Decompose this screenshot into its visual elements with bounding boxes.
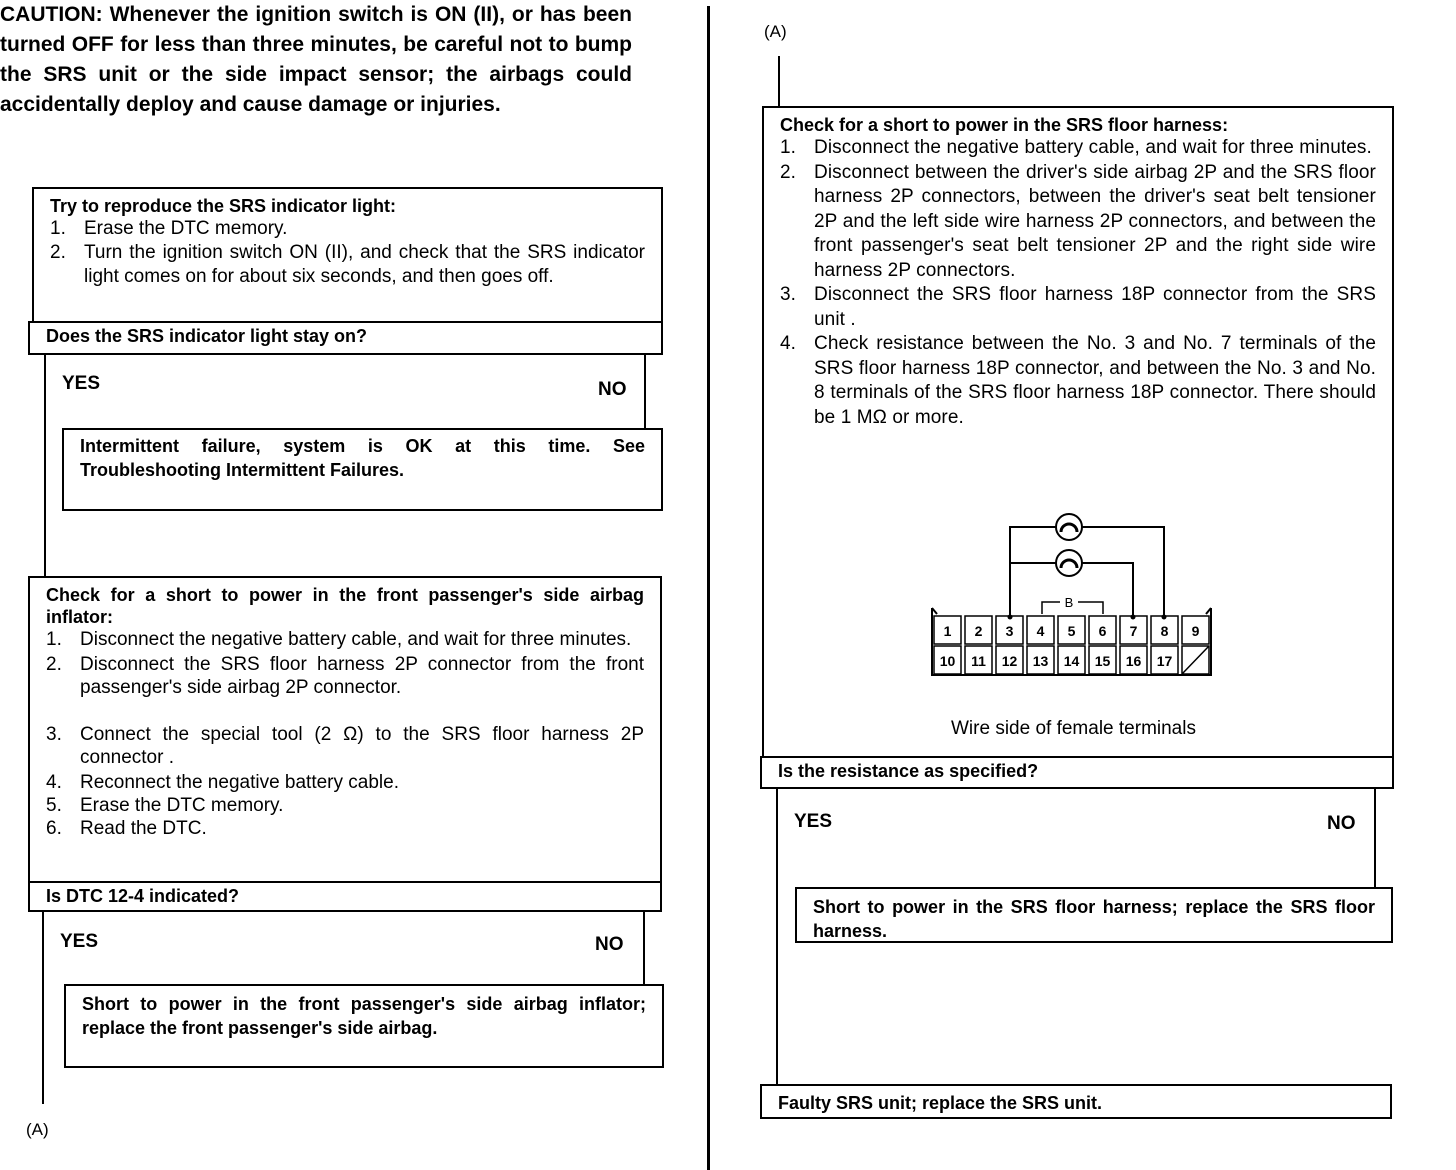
bracket-b-label: B bbox=[1064, 595, 1074, 610]
floor-harness-steps bbox=[780, 136, 1376, 430]
dtc-question: Is DTC 12-4 indicated? bbox=[28, 881, 662, 912]
list-item: 3. Connect the special tool (2 Ω) to the SRS floor harness 2P connector . bbox=[46, 724, 644, 768]
continue-marker-a: (A) bbox=[26, 1120, 49, 1139]
indicator-question: Does the SRS indicator light stay on? bbox=[28, 321, 663, 355]
terminal-number: 14 bbox=[1063, 653, 1080, 669]
list-item: 2. Disconnect between the driver's side airbag 2P and the SRS floor harness 2P connectors, between the driver's seat belt tensioner 2P and the left side wire harness 2P connectors, and between the front passenger's seat belt tensioner 2P and the right side wire harness 2P connectors. bbox=[780, 161, 1376, 281]
front-passenger-heading: Check for a short to power in the front passenger's side airbag inflator: bbox=[46, 585, 644, 627]
list-item: 1. Disconnect the negative battery cable, and wait for three minutes. bbox=[46, 629, 632, 650]
no-connector bbox=[644, 354, 646, 430]
list-item: 6. Read the DTC. bbox=[46, 818, 207, 839]
list-item: 4. Reconnect the negative battery cable. bbox=[46, 772, 399, 793]
terminal-number: 11 bbox=[971, 653, 986, 669]
no-label: NO bbox=[598, 379, 627, 400]
list-item: 3. Disconnect the SRS floor harness 18P connector from the SRS unit . bbox=[780, 284, 1376, 330]
caution-text: CAUTION: Whenever the ignition switch is ON (II), or has been turned OFF for less than three minutes, be careful not to bump the SRS unit or the side impact sensor; the airbags could accidentally deploy and cause damage or injuries. bbox=[0, 3, 632, 116]
no-label: NO bbox=[595, 934, 624, 955]
terminal-number: 6 bbox=[1098, 623, 1107, 639]
terminal-number: 4 bbox=[1036, 623, 1045, 639]
list-item: 4. Check resistance between the No. 3 and No. 7 terminals of the SRS floor harness 18P connector, and between the No. 3 and No. 8 terminals of the SRS floor harness 18P connector. There should be 1 MΩ or more. bbox=[780, 333, 1376, 428]
reproduce-indicator-box bbox=[32, 187, 663, 323]
terminal-number: 1 bbox=[943, 623, 952, 639]
list-item: 1. Disconnect the negative battery cable, and wait for three minutes. bbox=[780, 137, 1372, 158]
connector-18p-diagram bbox=[920, 508, 1220, 686]
list-item: 5. Erase the DTC memory. bbox=[46, 795, 284, 816]
floor-harness-result: Short to power in the SRS floor harness; replace the SRS floor harness. bbox=[795, 887, 1393, 943]
list-item: 2. Disconnect the SRS floor harness 2P connector from the front passenger's side airbag 2P connector. bbox=[46, 654, 644, 698]
ohmmeter-icon bbox=[1056, 514, 1082, 540]
terminal-number: 8 bbox=[1160, 623, 1169, 639]
no-connector bbox=[643, 911, 645, 984]
yes-label: YES bbox=[60, 931, 99, 952]
ohmmeter-icon bbox=[1056, 550, 1082, 576]
yes-connector bbox=[776, 788, 778, 1086]
front-passenger-result: Short to power in the front passenger's side airbag inflator; replace the front passenger's side airbag. bbox=[64, 984, 664, 1068]
list-item: 2. Turn the ignition switch ON (II), and check that the SRS indicator light comes on for about six seconds, and then goes off. bbox=[50, 242, 645, 287]
page-divider bbox=[707, 6, 710, 1170]
list-item: 1. Erase the DTC memory. bbox=[50, 218, 288, 239]
terminal-number: 9 bbox=[1191, 623, 1200, 639]
terminal-number: 17 bbox=[1156, 653, 1173, 669]
intermittent-result: Intermittent failure, system is OK at this time. See Troubleshooting Intermittent Failures. bbox=[62, 428, 663, 511]
resistance-question: Is the resistance as specified? bbox=[760, 756, 1394, 789]
diagram-caption: Wire side of female terminals bbox=[951, 718, 1196, 739]
connector-pins bbox=[934, 616, 1209, 674]
terminal-number: 2 bbox=[974, 623, 983, 639]
no-label: NO bbox=[1327, 813, 1356, 834]
terminal-number: 15 bbox=[1094, 653, 1111, 669]
yes-label: YES bbox=[794, 811, 833, 832]
floor-harness-heading: Check for a short to power in the SRS floor harness: bbox=[780, 115, 1229, 135]
continue-marker-a: (A) bbox=[764, 22, 787, 41]
entry-connector bbox=[778, 56, 780, 108]
yes-connector bbox=[44, 354, 46, 578]
terminal-number: 5 bbox=[1067, 623, 1076, 639]
blank-terminal-slash bbox=[1182, 646, 1209, 674]
yes-connector bbox=[42, 911, 44, 1104]
terminal-number: 13 bbox=[1032, 653, 1049, 669]
terminal-number: 7 bbox=[1129, 623, 1138, 639]
srs-unit-result: Faulty SRS unit; replace the SRS unit. bbox=[760, 1084, 1392, 1119]
yes-label: YES bbox=[62, 373, 101, 394]
front-passenger-check-box bbox=[28, 576, 662, 883]
terminal-number: 10 bbox=[939, 653, 956, 669]
terminal-number: 12 bbox=[1001, 653, 1018, 669]
reproduce-steps bbox=[50, 217, 645, 289]
terminal-number: 3 bbox=[1005, 623, 1014, 639]
terminal-number: 16 bbox=[1125, 653, 1142, 669]
no-connector bbox=[1374, 788, 1376, 888]
reproduce-heading: Try to reproduce the SRS indicator light: bbox=[50, 196, 397, 216]
front-passenger-steps bbox=[46, 628, 644, 840]
